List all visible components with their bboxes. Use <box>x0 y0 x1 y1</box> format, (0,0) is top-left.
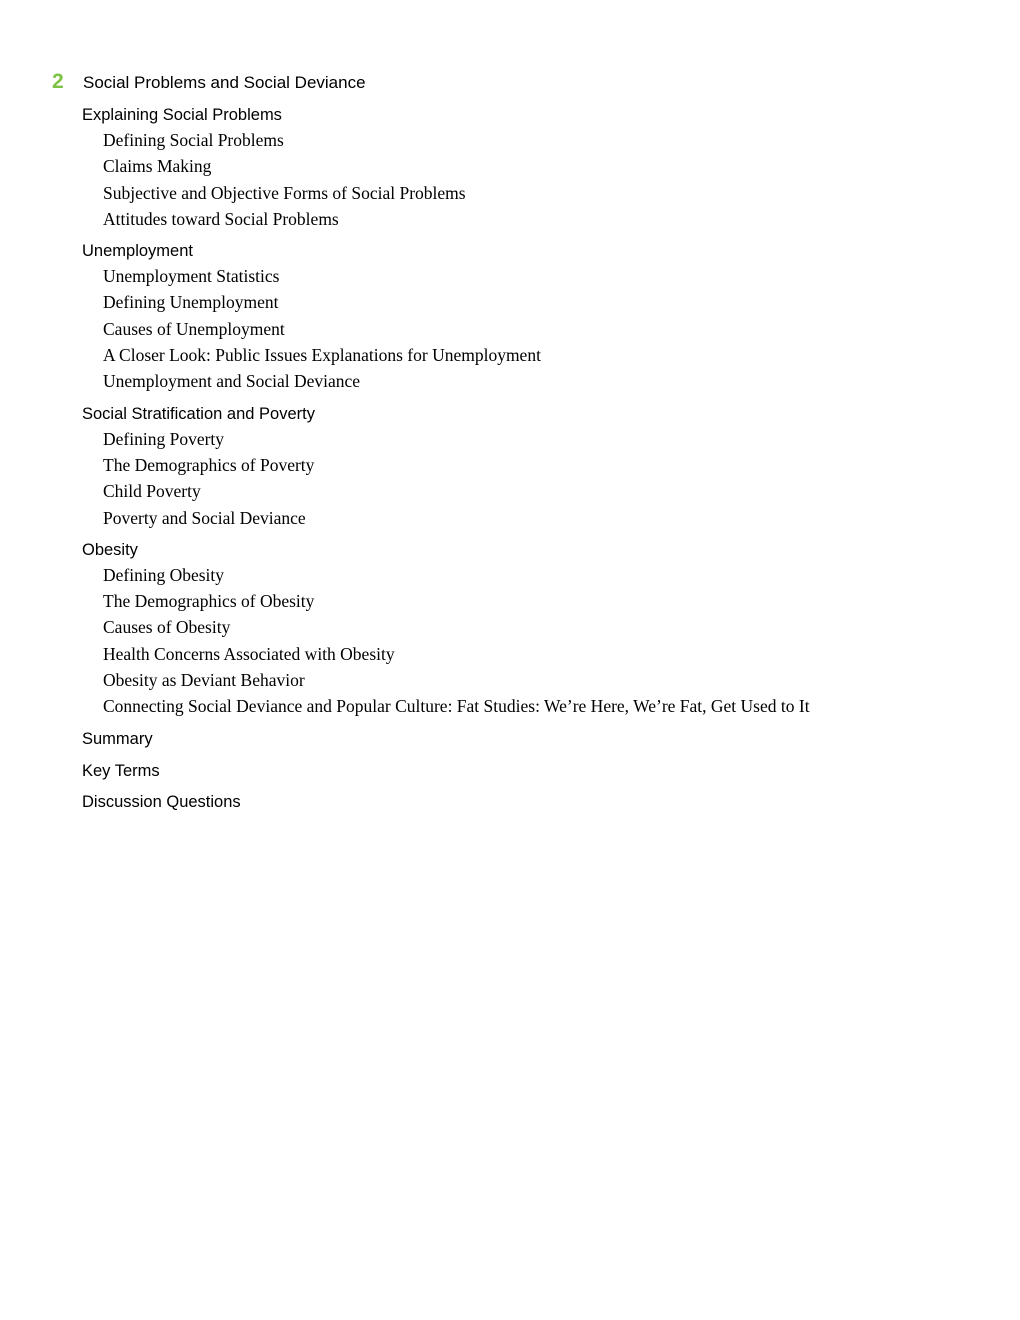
end-section-heading: Key Terms <box>82 761 160 780</box>
subsection-entry: Health Concerns Associated with Obesity <box>103 643 395 664</box>
chapter-number: 2 <box>52 70 64 93</box>
section-heading: Social Stratification and Poverty <box>82 404 315 423</box>
section-heading: Obesity <box>82 540 138 559</box>
toc-end-sections <box>82 728 982 814</box>
section-heading: Explaining Social Problems <box>82 106 282 124</box>
subsection-entry: Connecting Social Deviance and Popular Culture: Fat Studies: We’re Here, We’re Fat, Get Used to It <box>103 696 810 717</box>
subsection-entry: Poverty and Social Deviance <box>103 507 306 528</box>
chapter-header <box>52 70 366 98</box>
end-section-heading: Summary <box>82 730 153 749</box>
toc-section <box>82 539 982 720</box>
subsection-entry: Obesity as Deviant Behavior <box>103 670 305 691</box>
subsection-entry: Unemployment and Social Deviance <box>103 371 361 392</box>
subsection-entry: The Demographics of Obesity <box>103 591 315 612</box>
subsection-entry: Claims Making <box>103 156 212 177</box>
toc-section <box>82 104 982 232</box>
subsection-entry: Subjective and Objective Forms of Social Problems <box>103 182 466 203</box>
chapter-title: Social Problems and Social Deviance <box>83 73 366 92</box>
subsection-entry: Child Poverty <box>103 481 201 502</box>
subsection-entry: Defining Unemployment <box>103 292 279 313</box>
subsection-entry: The Demographics of Poverty <box>103 454 315 475</box>
section-heading: Unemployment <box>82 242 193 261</box>
subsection-entry: Defining Obesity <box>103 564 225 585</box>
end-section-heading: Discussion Questions <box>82 793 241 812</box>
table-of-contents <box>82 104 982 814</box>
subsection-entry: Causes of Obesity <box>103 617 231 638</box>
toc-section <box>82 240 982 394</box>
subsection-entry: Causes of Unemployment <box>103 318 285 339</box>
subsection-entry: Defining Poverty <box>103 428 225 449</box>
subsection-entry: Attitudes toward Social Problems <box>103 208 339 229</box>
subsection-entry: Defining Social Problems <box>103 130 284 150</box>
subsection-entry: A Closer Look: Public Issues Explanations for Unemployment <box>103 345 541 366</box>
subsection-entry: Unemployment Statistics <box>103 266 280 287</box>
toc-section <box>82 403 982 531</box>
toc-sections <box>82 104 982 720</box>
